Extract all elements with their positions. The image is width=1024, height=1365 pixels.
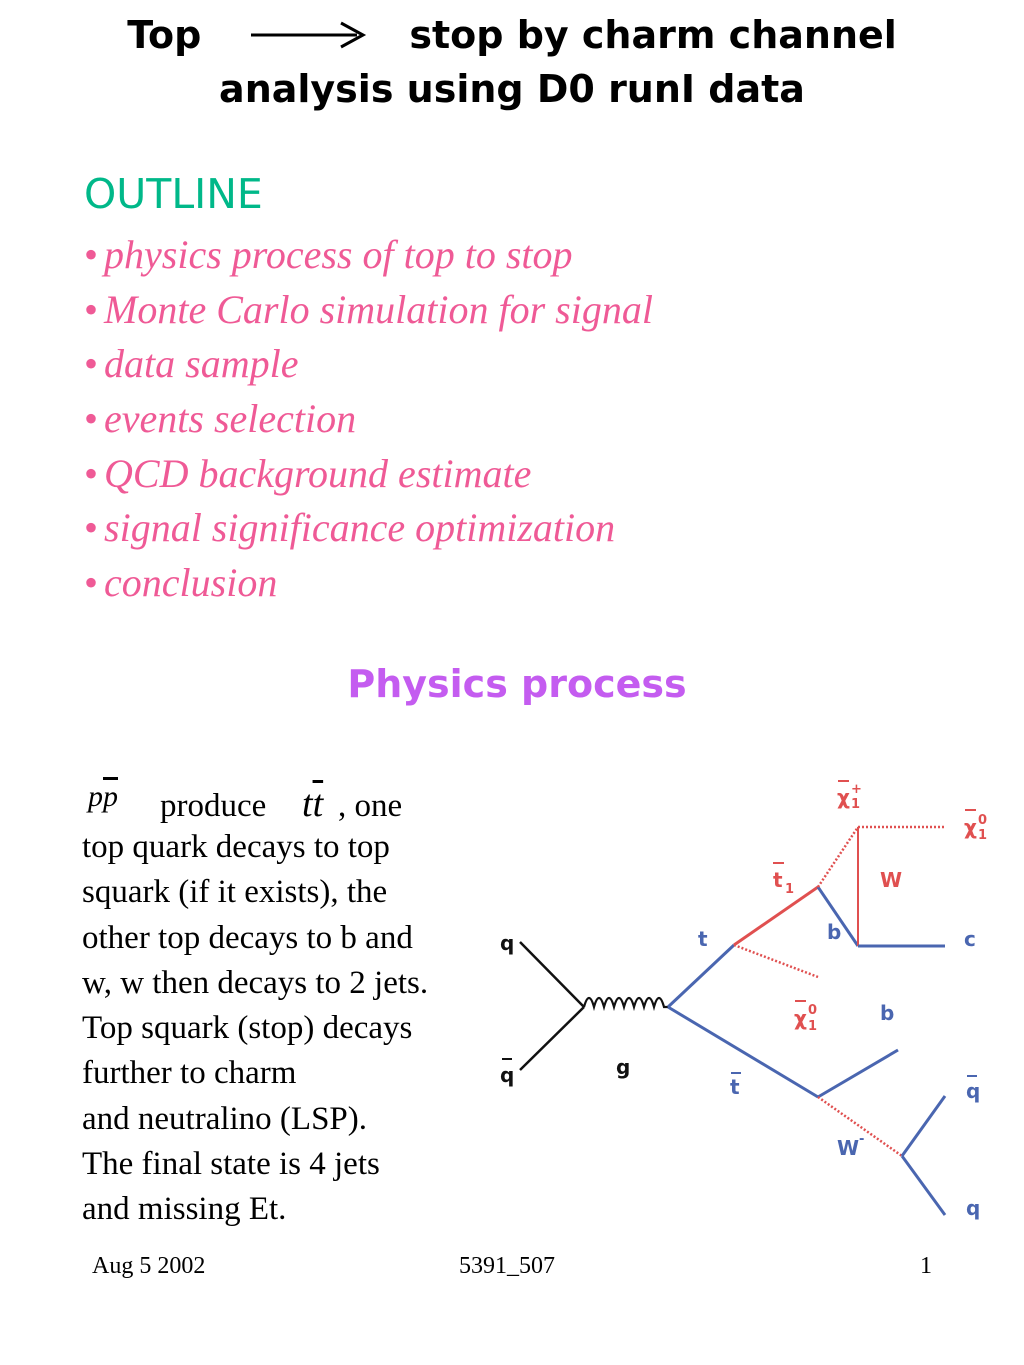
label-chargino-sub: 1 — [851, 797, 861, 812]
label-w: W — [880, 868, 903, 892]
bullet: • — [84, 450, 99, 496]
outline-item: • events selection — [84, 396, 357, 442]
math-t-tbar: $t\overline{t}$ — [302, 783, 324, 825]
label-chargino-sup: + — [851, 782, 862, 797]
paragraph-line: squark (if it exists), the — [82, 874, 388, 911]
footer-page-number: 1 — [920, 1253, 932, 1279]
paragraph-line: Top squark (stop) decays — [82, 1010, 413, 1047]
math-p-pbar: $p\overline{p}$ — [88, 780, 118, 813]
paragraph-line: top quark decays to top — [82, 829, 390, 865]
label-tbar: t — [730, 1075, 740, 1099]
right-arrow-icon — [249, 20, 369, 50]
title-right: stop by charm channel — [409, 13, 897, 57]
outline-list — [84, 228, 653, 611]
label-wminus-sup: - — [859, 1132, 865, 1147]
label-stop: t — [773, 868, 783, 892]
label-q-out: q — [966, 1196, 981, 1220]
title-line-1 — [0, 8, 1024, 62]
paragraph-first-line — [82, 780, 492, 825]
feynman-diagram — [480, 760, 1000, 1230]
label-neutralino-mid-sub: 1 — [808, 1019, 818, 1034]
outline-item: • QCD background estimate — [84, 450, 532, 496]
paragraph-line: w, w then decays to 2 jets. — [82, 964, 429, 1001]
bullet: • — [84, 560, 99, 606]
footer-date: Aug 5 2002 — [92, 1253, 206, 1279]
outline-item: • physics process of top to stop — [84, 232, 573, 277]
wminus-line — [818, 1097, 902, 1156]
bullet: • — [84, 341, 99, 387]
label-g: g — [616, 1055, 631, 1079]
footer-code: 5391_507 — [459, 1253, 555, 1279]
paragraph-line: and neutralino (LSP). — [82, 1100, 368, 1137]
label-neutralino-top-sup: 0 — [978, 813, 988, 828]
label-b-top: b — [827, 920, 842, 944]
physics-paragraph — [82, 780, 492, 1233]
chargino-line — [818, 827, 858, 887]
label-neutralino-mid-sup: 0 — [808, 1003, 818, 1018]
label-qbar-out: q — [966, 1079, 981, 1103]
outline-heading: OUTLINE — [84, 170, 263, 218]
label-stop-sub: 1 — [785, 882, 795, 897]
label-chargino: χ — [837, 785, 850, 809]
top-line — [668, 945, 734, 1007]
paragraph-line: The final state is 4 jets — [82, 1146, 380, 1183]
bullet: • — [84, 286, 99, 332]
paragraph-line: and missing Et. — [82, 1191, 287, 1228]
title-line-2: analysis using D0 runI data — [219, 67, 805, 111]
gluon-line — [584, 998, 668, 1007]
label-neutralino-mid: χ — [794, 1006, 807, 1030]
bullet: • — [84, 505, 99, 551]
label-q-in: q — [500, 931, 515, 955]
antiquark-in-line — [520, 1007, 584, 1070]
bullet: • — [84, 396, 99, 442]
one-text: , one — [338, 788, 403, 824]
label-neutralino-top-sub: 1 — [978, 828, 988, 843]
section-heading: Physics process — [347, 662, 687, 706]
quark-out-line — [902, 1156, 945, 1215]
b-out-line — [818, 1050, 898, 1097]
antiquark-out-line — [902, 1096, 945, 1156]
paragraph-line: other top decays to b and — [82, 919, 413, 956]
label-neutralino-top: χ — [964, 815, 977, 839]
outline-item: • conclusion — [84, 560, 278, 606]
label-t: t — [698, 927, 708, 951]
outline-item: • data sample — [84, 341, 299, 387]
slide-title — [0, 8, 1024, 116]
paragraph-line: further to charm — [82, 1055, 297, 1092]
label-wminus: W — [837, 1136, 860, 1160]
title-left: Top — [127, 13, 202, 57]
label-qbar-in: q — [500, 1063, 515, 1087]
stop-line — [734, 887, 818, 945]
outline-item: • signal significance optimization — [84, 505, 616, 551]
bullet: • — [84, 232, 99, 277]
outline-item: • Monte Carlo simulation for signal — [84, 286, 653, 332]
quark-in-line — [520, 942, 584, 1007]
produce-text: produce — [160, 788, 267, 824]
label-c: c — [964, 927, 976, 951]
neutralino-mid-line — [734, 945, 818, 977]
label-b-right: b — [880, 1001, 895, 1025]
